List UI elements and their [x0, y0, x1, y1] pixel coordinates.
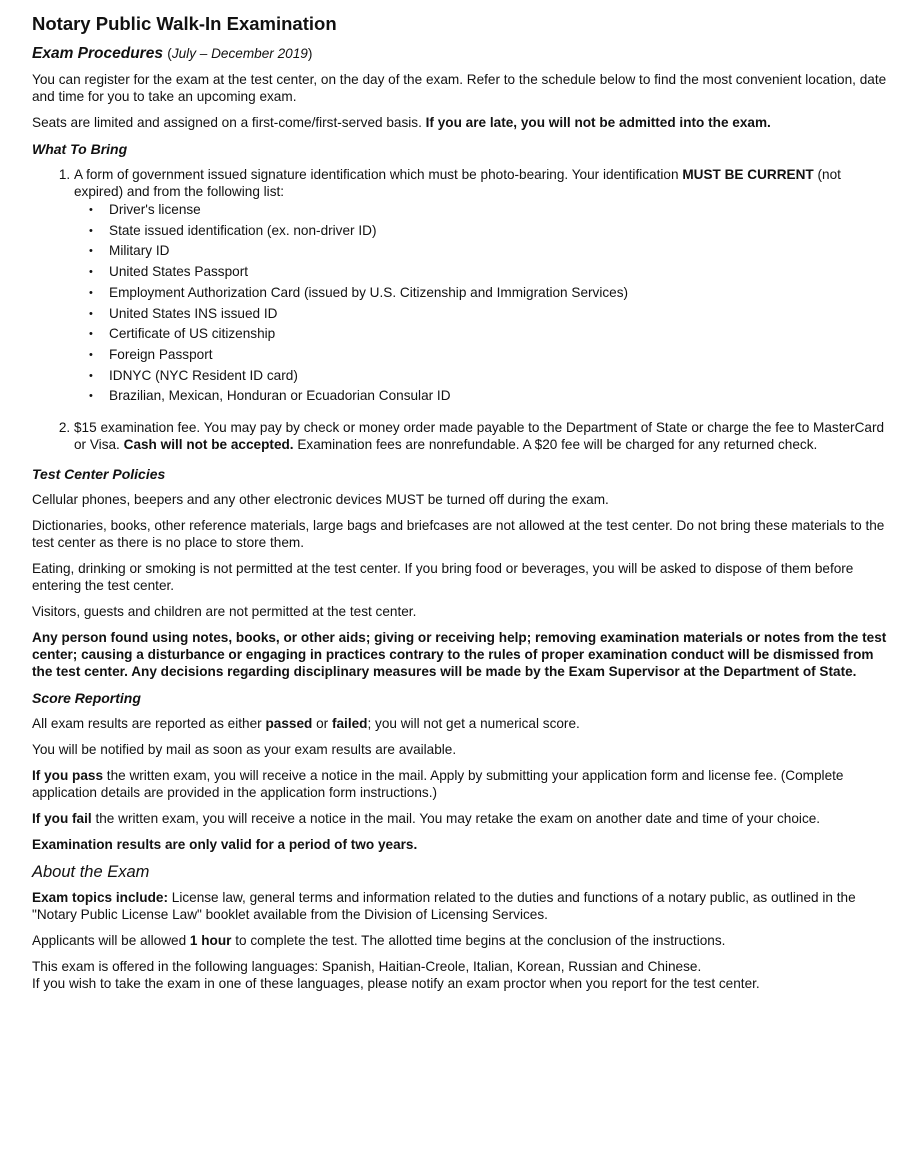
id-item: • Certificate of US citizenship: [109, 324, 890, 345]
bring-item-identification: 1. A form of government issued signature identification which must be photo-bearing. Your identification MUST BE CURRENT (not expired) and from the following list: • Driver's license • State issued identification (ex. non-driver ID) • Military ID • United States Passport • Employment Authorization Card (issued by U.S. Citizenship and Immigration Services) • United States INS issued ID • Certificate of US citizenship • Foreign Passport • IDNYC (NYC Resident ID card) • Brazilian, Mexican, Honduran or Ecuadorian Consular ID: [74, 166, 890, 407]
score-reporting-heading: Score Reporting: [32, 690, 141, 707]
id-item: • Brazilian, Mexican, Honduran or Ecuadorian Consular ID: [109, 386, 890, 407]
id-item: • Foreign Passport: [109, 345, 890, 366]
accepted-id-list: [74, 200, 890, 407]
id-item: • United States Passport: [109, 262, 890, 283]
policy-visitors: Visitors, guests and children are not permitted at the test center.: [32, 604, 417, 620]
exam-languages: This exam is offered in the following languages: Spanish, Haitian-Creole, Italian, Korean, Russian and Chinese. If you wish to take the exam in one of these languages, please notify an exam proctor when you report for the test center.: [32, 959, 760, 992]
seats-notice: Seats are limited and assigned on a first-come/first-served basis. If you are late, you will not be admitted into the exam.: [32, 115, 771, 130]
id-item: • Military ID: [109, 241, 890, 262]
exam-procedures-title: Exam Procedures: [32, 45, 163, 62]
id-item: • IDNYC (NYC Resident ID card): [109, 366, 890, 387]
about-exam-heading: About the Exam: [32, 863, 150, 882]
page-title: Notary Public Walk-In Examination: [32, 13, 337, 34]
score-validity: Examination results are only valid for a period of two years.: [32, 837, 418, 853]
exam-topics: Exam topics include: License law, general terms and information related to the duties and functions of a notary public, as outlined in the "Notary Public License Law" booklet available from the Division of Licensing Services.: [32, 890, 856, 923]
id-item: • Driver's license: [109, 200, 890, 221]
score-if-pass: If you pass the written exam, you will receive a notice in the mail. Apply by submitting your application form and license fee. (Complete application details are provided in the application form instructions.): [32, 768, 844, 801]
policy-conduct: Any person found using notes, books, or other aids; giving or receiving help; removing examination materials or notes from the test center; causing a disturbance or engaging in practices contrary to the rules of proper examination conduct will be dismissed from the test center. Any decisions regarding disciplinary measures will be made by the Exam Supervisor at the Department of State.: [32, 630, 887, 680]
what-to-bring-heading: What To Bring: [32, 141, 128, 157]
policy-electronics: Cellular phones, beepers and any other electronic devices MUST be turned off during the exam.: [32, 492, 609, 508]
late-warning: If you are late, you will not be admitted into the exam.: [425, 115, 771, 130]
procedures-intro: You can register for the exam at the test center, on the day of the exam. Refer to the schedule below to find the most convenient location, date and time for you to take an upcoming exam.: [32, 72, 887, 104]
exam-period: (July – December 2019): [167, 46, 313, 61]
id-item: • State issued identification (ex. non-driver ID): [109, 221, 890, 242]
policy-food: Eating, drinking or smoking is not permitted at the test center. If you bring food or beverages, you will be asked to dispose of them before entering the test center.: [32, 561, 854, 594]
bring-item-fee: 2. $15 examination fee. You may pay by check or money order made payable to the Department of State or charge the fee to MasterCard or Visa. Cash will not be accepted. Examination fees are nonrefundable. A $20 fee will be charged for any returned check.: [74, 419, 890, 453]
policy-materials: Dictionaries, books, other reference materials, large bags and briefcases are not allowed at the test center. Do not bring these materials to the test center as there is no place to store them.: [32, 518, 885, 551]
test-center-policies-heading: Test Center Policies: [32, 466, 166, 483]
id-item: • Employment Authorization Card (issued by U.S. Citizenship and Immigration Services): [109, 283, 890, 304]
id-item: • United States INS issued ID: [109, 304, 890, 325]
exam-duration: Applicants will be allowed 1 hour to complete the test. The allotted time begins at the conclusion of the instructions.: [32, 933, 726, 949]
score-notification: You will be notified by mail as soon as your exam results are available.: [32, 742, 457, 758]
what-to-bring-list: [32, 166, 890, 453]
score-pass-fail: All exam results are reported as either passed or failed; you will not get a numerical score.: [32, 716, 580, 732]
score-if-fail: If you fail the written exam, you will receive a notice in the mail. You may retake the exam on another date and time of your choice.: [32, 811, 821, 827]
exam-procedures-heading: [32, 44, 890, 64]
